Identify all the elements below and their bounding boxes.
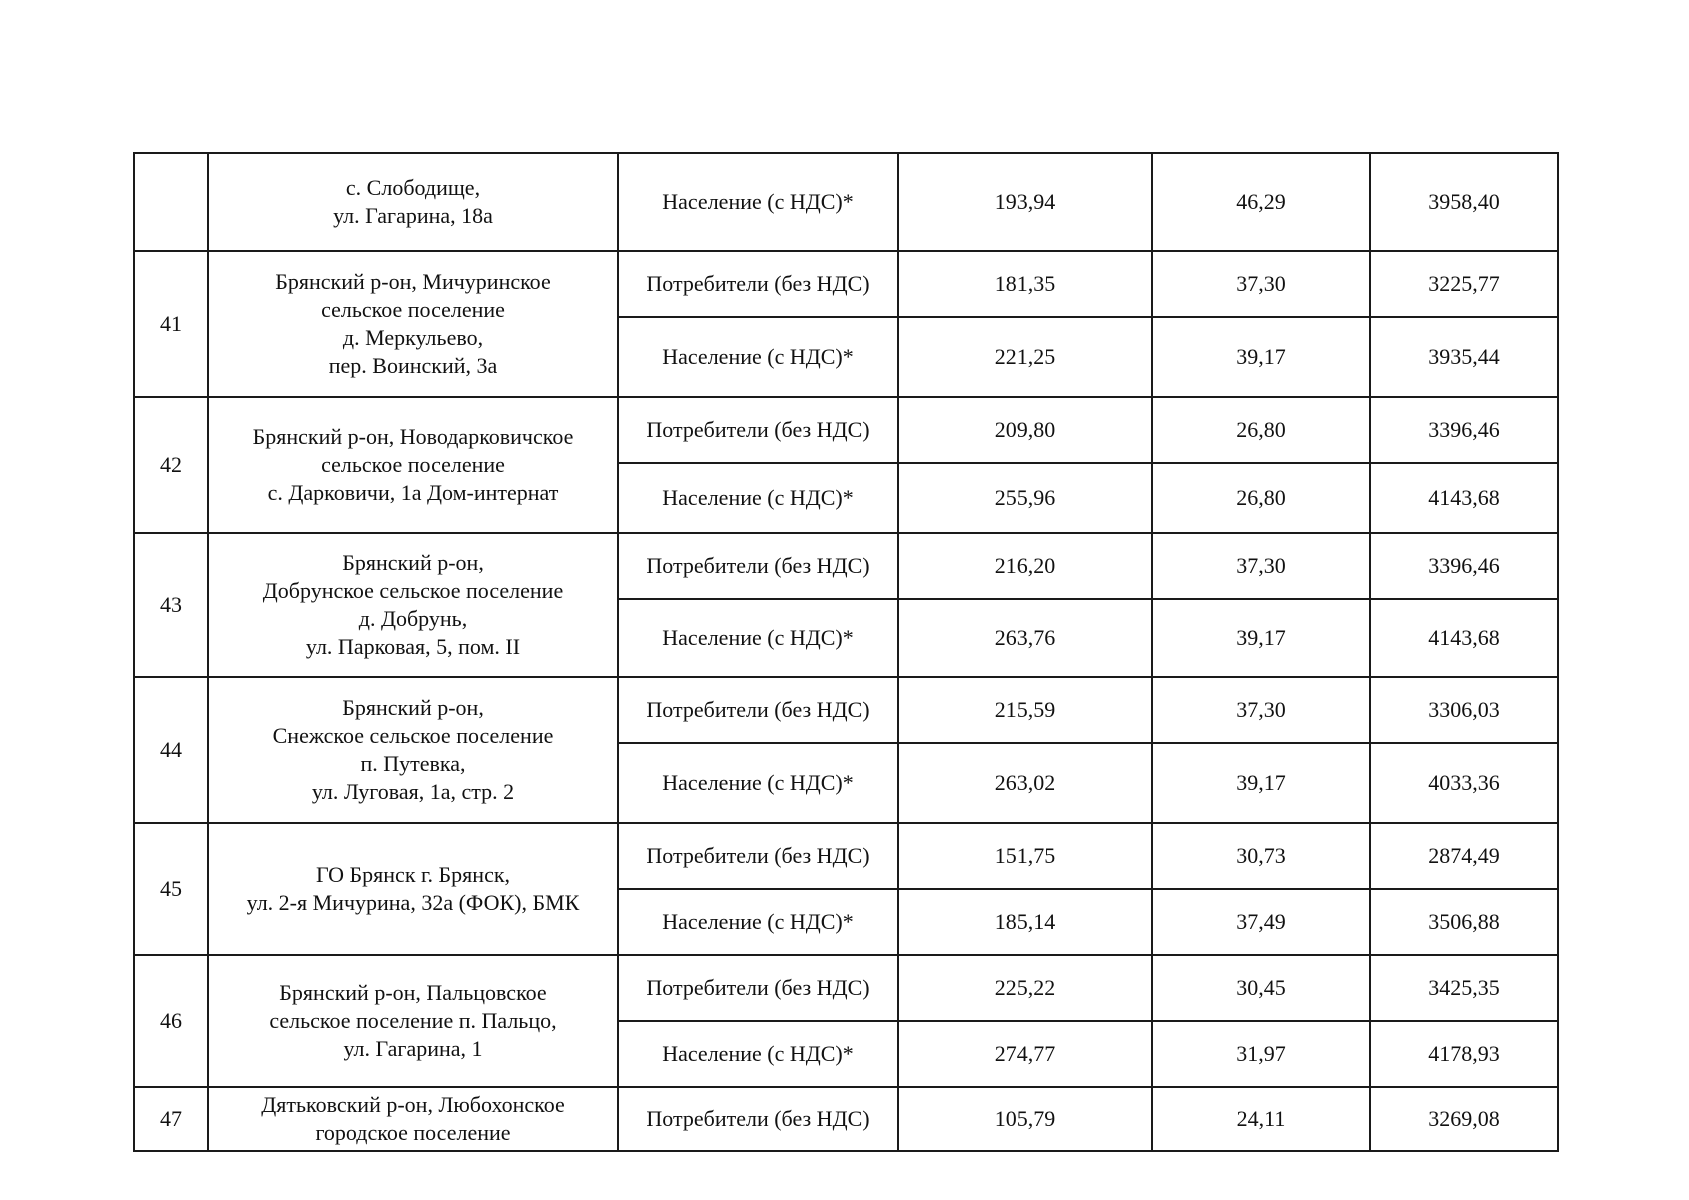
value-cell: 26,80 xyxy=(1152,463,1370,533)
value-cell: 3269,08 xyxy=(1370,1087,1558,1151)
address-line: Брянский р-он, xyxy=(342,550,484,575)
consumer-category: Потребители (без НДС) xyxy=(618,955,898,1021)
address-cell xyxy=(208,153,618,251)
consumer-category: Потребители (без НДС) xyxy=(618,823,898,889)
consumer-category: Население (с НДС)* xyxy=(618,889,898,955)
table-row xyxy=(134,153,1558,251)
table-row xyxy=(134,955,1558,1021)
consumer-category: Население (с НДС)* xyxy=(618,153,898,251)
value-cell: 39,17 xyxy=(1152,599,1370,677)
row-number: 46 xyxy=(134,955,208,1087)
consumer-category: Население (с НДС)* xyxy=(618,1021,898,1087)
value-cell: 3506,88 xyxy=(1370,889,1558,955)
table-row xyxy=(134,251,1558,317)
address-line: ГО Брянск г. Брянск, xyxy=(315,862,511,887)
consumer-category: Население (с НДС)* xyxy=(618,599,898,677)
table-row xyxy=(134,1087,1558,1151)
value-cell: 4143,68 xyxy=(1370,599,1558,677)
value-cell: 216,20 xyxy=(898,533,1152,599)
address-line: пер. Воинский, 3а xyxy=(328,353,498,378)
row-number: 45 xyxy=(134,823,208,955)
value-cell: 30,73 xyxy=(1152,823,1370,889)
value-cell: 24,11 xyxy=(1152,1087,1370,1151)
address-line: с. Слободище, xyxy=(345,175,481,200)
value-cell: 37,30 xyxy=(1152,251,1370,317)
value-cell: 39,17 xyxy=(1152,317,1370,397)
address-line: Дятьковский р-он, Любохонское xyxy=(261,1092,565,1117)
address-line: ул. Гагарина, 18а xyxy=(333,203,493,228)
value-cell: 193,94 xyxy=(898,153,1152,251)
value-cell: 221,25 xyxy=(898,317,1152,397)
address-cell xyxy=(208,533,618,677)
consumer-category: Население (с НДС)* xyxy=(618,743,898,823)
address-line: городское поселение xyxy=(315,1120,511,1145)
value-cell: 181,35 xyxy=(898,251,1152,317)
address-cell xyxy=(208,1087,618,1151)
row-number: 42 xyxy=(134,397,208,533)
address-line: д. Добрунь, xyxy=(358,606,468,631)
value-cell: 30,45 xyxy=(1152,955,1370,1021)
address-cell xyxy=(208,251,618,397)
consumer-category: Потребители (без НДС) xyxy=(618,1087,898,1151)
value-cell: 37,30 xyxy=(1152,533,1370,599)
value-cell: 185,14 xyxy=(898,889,1152,955)
address-line: Брянский р-он, Новодарковичское xyxy=(252,424,574,449)
value-cell: 3935,44 xyxy=(1370,317,1558,397)
address-line: сельское поселение xyxy=(321,297,505,322)
table-row xyxy=(134,677,1558,743)
value-cell: 274,77 xyxy=(898,1021,1152,1087)
address-line: с. Дарковичи, 1а Дом-интернат xyxy=(267,480,559,505)
address-line: Добрунское сельское поселение xyxy=(262,578,564,603)
table-row xyxy=(134,533,1558,599)
value-cell: 4143,68 xyxy=(1370,463,1558,533)
row-number: 43 xyxy=(134,533,208,677)
value-cell: 215,59 xyxy=(898,677,1152,743)
table-row xyxy=(134,397,1558,463)
value-cell: 3225,77 xyxy=(1370,251,1558,317)
consumer-category: Население (с НДС)* xyxy=(618,463,898,533)
value-cell: 3306,03 xyxy=(1370,677,1558,743)
consumer-category: Потребители (без НДС) xyxy=(618,677,898,743)
address-line: Снежское сельское поселение xyxy=(272,723,554,748)
address-cell xyxy=(208,397,618,533)
table-row xyxy=(134,823,1558,889)
value-cell: 255,96 xyxy=(898,463,1152,533)
value-cell: 3396,46 xyxy=(1370,397,1558,463)
address-line: сельское поселение п. Пальцо, xyxy=(269,1008,557,1033)
address-line: д. Меркульево, xyxy=(342,325,484,350)
address-line: сельское поселение xyxy=(321,452,505,477)
value-cell: 225,22 xyxy=(898,955,1152,1021)
address-cell xyxy=(208,955,618,1087)
value-cell: 3396,46 xyxy=(1370,533,1558,599)
address-line: Брянский р-он, Пальцовское xyxy=(279,980,547,1005)
value-cell: 3425,35 xyxy=(1370,955,1558,1021)
tariff-table xyxy=(133,152,1559,1152)
address-cell xyxy=(208,823,618,955)
value-cell: 4033,36 xyxy=(1370,743,1558,823)
row-number: 44 xyxy=(134,677,208,823)
address-line: ул. Луговая, 1а, стр. 2 xyxy=(311,779,515,804)
consumer-category: Потребители (без НДС) xyxy=(618,251,898,317)
consumer-category: Потребители (без НДС) xyxy=(618,397,898,463)
row-number: 47 xyxy=(134,1087,208,1151)
value-cell: 31,97 xyxy=(1152,1021,1370,1087)
value-cell: 209,80 xyxy=(898,397,1152,463)
value-cell: 4178,93 xyxy=(1370,1021,1558,1087)
value-cell: 263,02 xyxy=(898,743,1152,823)
address-line: ул. Гагарина, 1 xyxy=(343,1036,483,1061)
value-cell: 263,76 xyxy=(898,599,1152,677)
address-line: Брянский р-он, xyxy=(342,695,484,720)
address-line: ул. 2-я Мичурина, 32а (ФОК), БМК xyxy=(246,890,580,915)
value-cell: 46,29 xyxy=(1152,153,1370,251)
value-cell: 37,30 xyxy=(1152,677,1370,743)
value-cell: 26,80 xyxy=(1152,397,1370,463)
row-number: 41 xyxy=(134,251,208,397)
address-line: Брянский р-он, Мичуринское xyxy=(275,269,551,294)
address-cell xyxy=(208,677,618,823)
value-cell: 2874,49 xyxy=(1370,823,1558,889)
address-line: п. Путевка, xyxy=(360,751,466,776)
value-cell: 151,75 xyxy=(898,823,1152,889)
consumer-category: Потребители (без НДС) xyxy=(618,533,898,599)
address-line: ул. Парковая, 5, пом. II xyxy=(305,634,521,659)
consumer-category: Население (с НДС)* xyxy=(618,317,898,397)
value-cell: 105,79 xyxy=(898,1087,1152,1151)
value-cell: 37,49 xyxy=(1152,889,1370,955)
value-cell: 39,17 xyxy=(1152,743,1370,823)
value-cell: 3958,40 xyxy=(1370,153,1558,251)
row-number xyxy=(134,153,208,251)
